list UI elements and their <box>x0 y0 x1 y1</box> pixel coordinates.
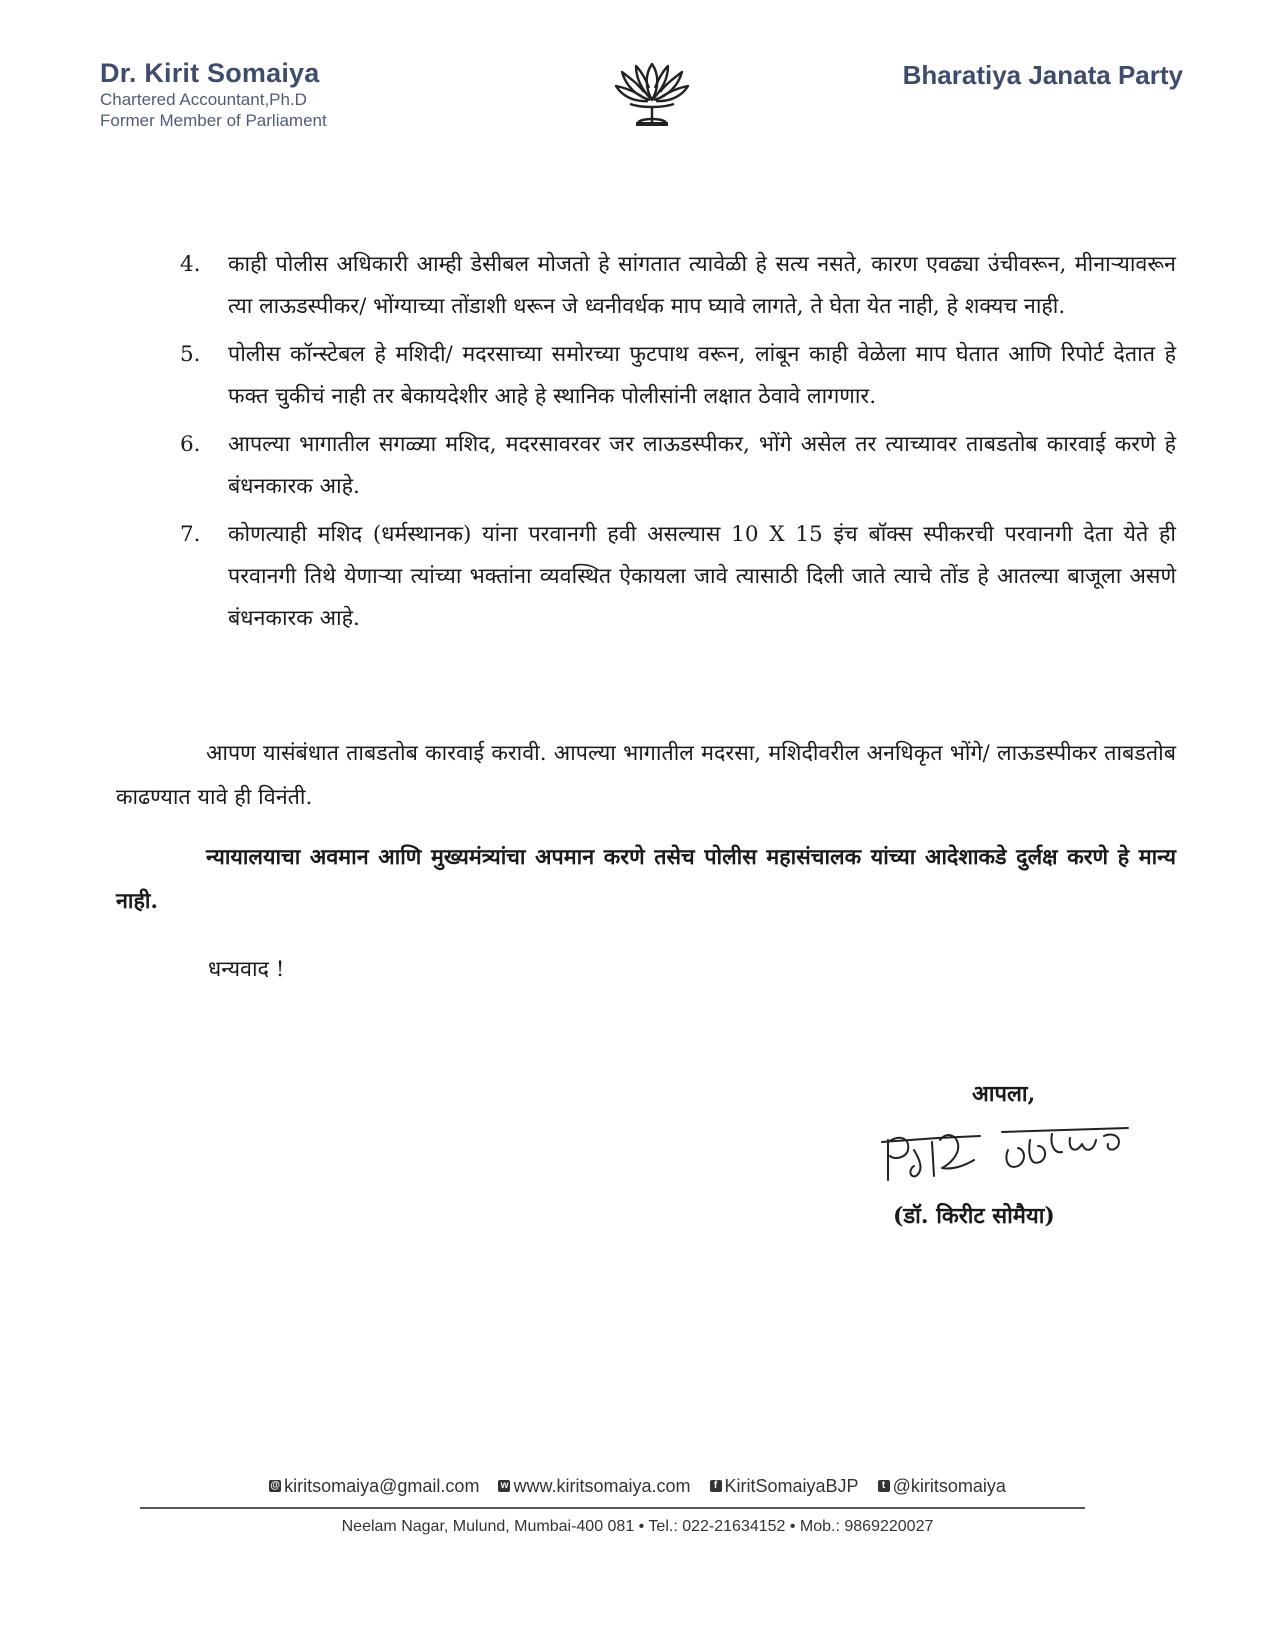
web-icon: w <box>498 1480 510 1492</box>
facebook-contact[interactable] <box>710 1476 859 1497</box>
sender-position: Former Member of Parliament <box>100 111 327 130</box>
list-item <box>180 244 1176 328</box>
point-text: पोलीस कॉन्स्टेबल हे मशिदी/ मदरसाच्या समोरच्या फुटपाथ वरून, लांबून काही वेळेला माप घेतात आणि रिपोर्ट देतात हे फक्त चुकीचं नाही तर बेकायदेशीर आहे हे स्थानिक पोलीसांनी लक्षात ठेवावे लागणार. <box>228 342 1176 409</box>
lotus-icon <box>612 56 692 132</box>
closing-salutation: आपला, <box>972 1081 1036 1107</box>
point-text: कोणत्याही मशिद (धर्मस्थानक) यांना परवानगी हवी असल्यास 10 X 15 इंच बॉक्स स्पीकरची परवानगी देता येते ही परवानगी तिथे येणाऱ्या त्यांच्या भक्तांना व्यवस्थित ऐकायला जावे त्यासाठी दिली जाते त्याचे तोंड हे आतल्या बाजूला असणे बंधनकारक आहे. <box>228 522 1176 631</box>
footer-address: Neelam Nagar, Mulund, Mumbai-400 081 • Tel.: 022-21634152 • Mob.: 9869220027 <box>341 1518 934 1535</box>
point-number: 5. <box>180 342 201 367</box>
email-text: kiritsomaiya@gmail.com <box>284 1475 480 1496</box>
party-name: Bharatiya Janata Party <box>902 60 1183 90</box>
footer-contacts <box>0 1472 1275 1497</box>
sender-qualification: Chartered Accountant,Ph.D <box>100 90 307 109</box>
list-item <box>180 334 1176 418</box>
point-text: काही पोलीस अधिकारी आम्ही डेसीबल मोजतो हे सांगतात त्यावेळी हे सत्य नसते, कारण एवढ्या उंचीवरून, मीनाऱ्यावरून त्या लाऊडस्पीकर/ भोंग्याच्या तोंडाशी धरून जे ध्वनीवर्धक माप घ्यावे लागते, ते घेता येत नाही, हे शक्यच नाही. <box>228 252 1176 319</box>
website-text: www.kiritsomaiya.com <box>513 1475 691 1496</box>
sender-name: Dr. Kirit Somaiya <box>100 58 320 88</box>
handwritten-signature <box>880 1120 1130 1190</box>
letterhead-sender <box>100 58 327 131</box>
request-paragraph: आपण यासंबंधात ताबडतोब कारवाई करावी. आपल्या भागातील मदरसा, मशिदीवरील अनधिकृत भोंगे/ लाऊडस्पीकर ताबडतोब काढण्यात यावे ही विनंती. <box>116 741 1176 810</box>
point-number: 7. <box>180 522 201 547</box>
list-item <box>180 514 1176 640</box>
point-number: 6. <box>180 432 201 457</box>
twitter-contact[interactable] <box>878 1476 1006 1497</box>
twitter-icon: t <box>878 1480 890 1492</box>
facebook-text: KiritSomaiyaBJP <box>724 1475 859 1496</box>
footer-divider <box>140 1507 1085 1509</box>
point-text: आपल्या भागातील सगळ्या मशिद, मदरसावरवर जर लाऊडस्पीकर, भोंगे असेल तर त्याच्यावर ताबडतोब कारवाई करणे हे बंधनकारक आहे. <box>228 432 1176 499</box>
signer-name: (डॉ. किरीट सोमैया) <box>893 1203 1055 1229</box>
website-contact[interactable] <box>498 1476 690 1497</box>
warning-paragraph: न्यायालयाचा अवमान आणि मुख्यमंत्र्यांचा अपमान करणे तसेच पोलीस महासंचालक यांच्या आदेशाकडे दुर्लक्ष करणे हे मान्य नाही. <box>116 845 1176 914</box>
point-number: 4. <box>180 252 201 277</box>
numbered-points <box>180 244 1176 646</box>
facebook-icon: f <box>710 1480 722 1492</box>
email-icon: @ <box>270 1480 280 1491</box>
thanks-text: धन्यवाद ! <box>208 957 285 982</box>
email-contact[interactable] <box>269 1476 479 1497</box>
list-item <box>180 424 1176 508</box>
twitter-text: @kiritsomaiya <box>892 1475 1006 1496</box>
